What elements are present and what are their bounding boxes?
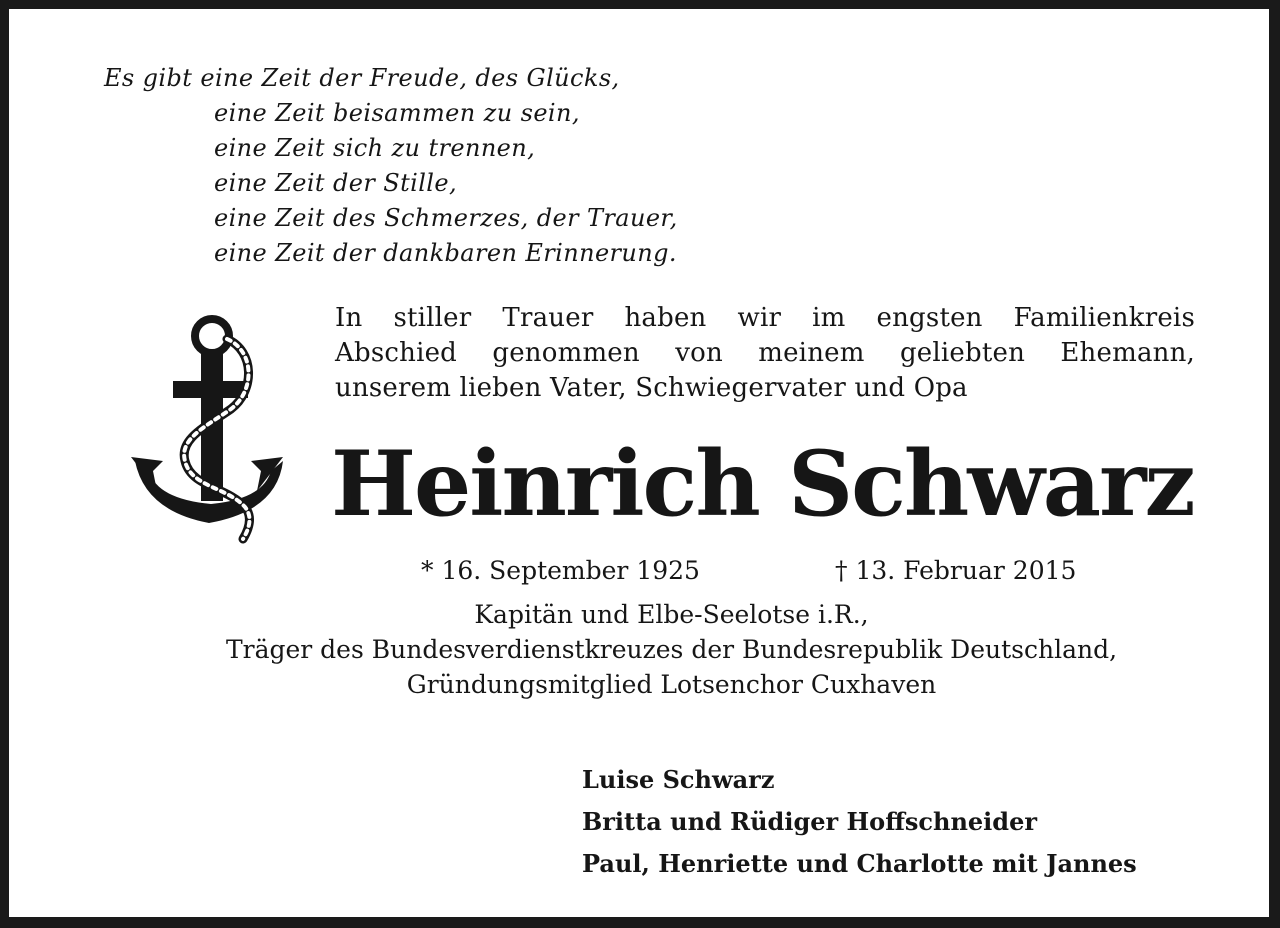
- deceased-name: Heinrich Schwarz: [331, 431, 1194, 537]
- detail-line: Kapitän und Elbe-Seelotse i.R.,: [474, 600, 869, 629]
- detail-line: Gründungsmitglied Lotsenchor Cuxhaven: [406, 670, 937, 699]
- biography-details: [109, 597, 1234, 702]
- poem-line: eine Zeit der dankbaren Erinnerung.: [214, 239, 677, 267]
- poem-line: eine Zeit der Stille,: [214, 169, 458, 197]
- detail-line: Träger des Bundesverdienstkreuzes der Bundesrepublik Deutschland,: [225, 635, 1118, 664]
- birth-date: * 16. September 1925: [421, 556, 700, 585]
- signer-line: Paul, Henriette und Charlotte mit Jannes: [582, 849, 1137, 878]
- intro-line: unserem lieben Vater, Schwiegervater und Opa: [335, 373, 968, 403]
- poem-line: Es gibt eine Zeit der Freude, des Glücks,: [104, 64, 620, 92]
- poem: [104, 61, 678, 271]
- poem-line: eine Zeit beisammen zu sein,: [214, 99, 580, 127]
- signers: [582, 759, 1137, 885]
- poem-line: eine Zeit sich zu trennen,: [214, 134, 536, 162]
- poem-line: eine Zeit des Schmerzes, der Trauer,: [214, 204, 678, 232]
- intro-line: Abschied genommen von meinem geliebten Ehemann,: [335, 338, 1195, 368]
- intro-line: In stiller Trauer haben wir im engsten Familienkreis: [335, 303, 1195, 333]
- death-date: † 13. Februar 2015: [835, 556, 1077, 585]
- intro-text: [335, 301, 1195, 406]
- anchor-icon: [127, 311, 287, 546]
- signer-line: Luise Schwarz: [582, 765, 775, 794]
- signer-line: Britta und Rüdiger Hoffschneider: [582, 807, 1037, 836]
